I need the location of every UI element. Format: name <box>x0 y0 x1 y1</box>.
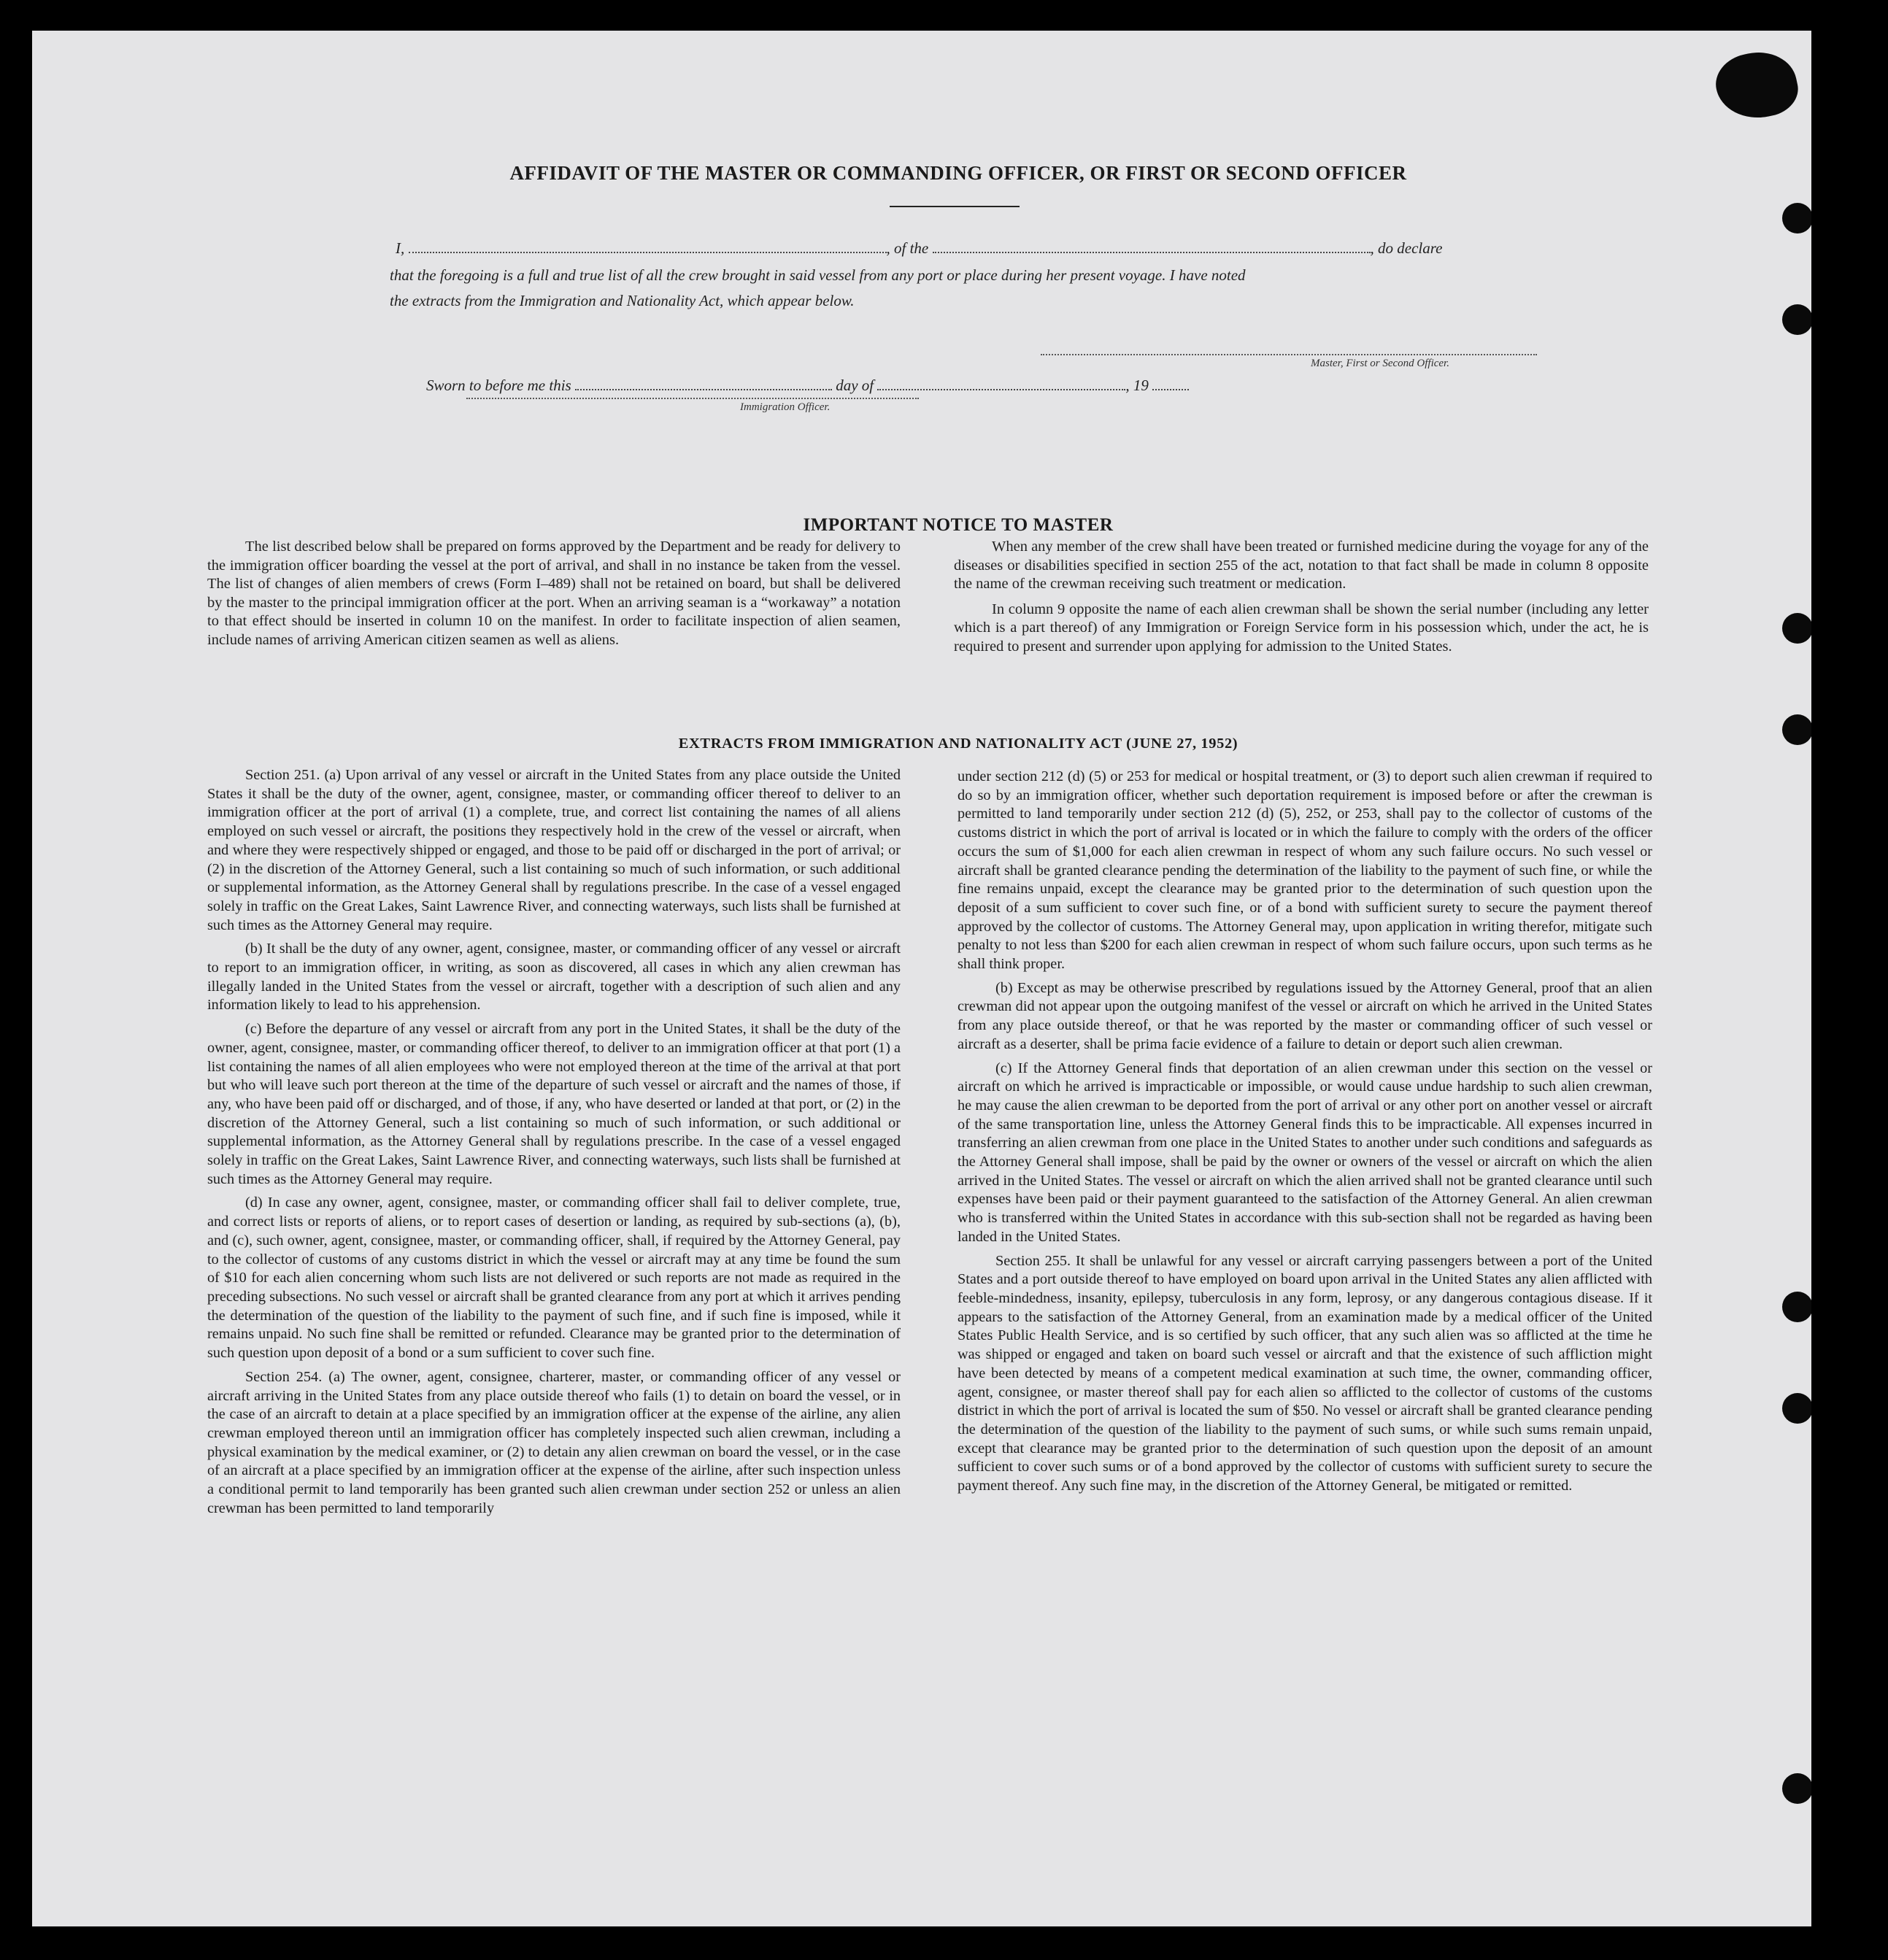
section-251d: (d) In case any owner, agent, consignee, master, or commanding officer shall fail to deliver complete, true, and correct lists or reports of aliens, or to report cases of desertion or landing, as required by sub-sections (a), (b), and (c), such owner, agent, consignee, master, or commanding officer, shall, if required by the Attorney General, pay to the collector of customs of any customs district in which the vessel or aircraft may at any time be found the sum of $10 for each alien concerning whom such lists are not delivered or such reports are not made as required in the preceding subsections. No such vessel or aircraft shall be granted clearance from any port at which it arrives pending the determination of the question of the liability to the payment of such fine, and if such fine is imposed, while it remains unpaid. No such fine shall be remitted or refunded. Clearance may be granted prior to the determination of such question upon deposit of a bond or a sum sufficient to cover such fine. <box>207 1195 901 1362</box>
notice-paragraph: The list described below shall be prepared on forms approved by the Department and be ready for delivery to the immigration officer boarding the vessel at the port of arrival, and shall in no instance be taken from the vessel. The list of changes of alien members of crews (Form I–489) shall not be retained on board, but shall be delivered by the master to the principal immigration officer at the port. When an arriving seaman is a “workaway” a notation to that effect should be inserted in column 10 on the manifest. In order to facilitate inspection of alien seamen, include names of arriving American citizen seamen as well as aliens. <box>207 539 901 648</box>
notice-paragraph: When any member of the crew shall have been treated or furnished medicine during the voyage for any of the diseases or disabilities specified in section 255 of the act, notation to that fact shall be made in column 8 opposite the name of the crewman receiving such treatment or medication. <box>954 539 1649 593</box>
section-251b: (b) It shall be the duty of any owner, agent, consignee, master, or commanding officer of any vessel or aircraft to report to an immigration officer, in writing, as soon as discovered, all cases in which any alien crewman has illegally landed in the United States from the vessel or aircraft, together with a description of such alien and any information likely to lead to his apprehension. <box>207 941 901 1014</box>
section-254c: (c) If the Attorney General finds that deportation of an alien crewman under this section on the vessel or aircraft on which he arrived is impracticable or impossible, or would cause undue hardship to such alien crewman, he may cause the alien crewman to be deported from the port of arrival or any other port on another vessel or aircraft of the same transportation line, unless the Attorney General finds this to be impracticable. All expenses incurred in transferring an alien crewman from one place in the United States to another under such conditions and safeguards as the Attorney General shall impose, shall be paid by the owner or owners of the vessel or aircraft on which the alien arrived in the United States. The vessel or aircraft on which the alien arrived shall not be granted clearance until such expenses have been paid or their payment guaranteed to the satisfaction of the Attorney General. An alien crewman who is transferred within the United States in accordance with this sub-section shall not be regarded as having been landed in the United States. <box>958 1060 1652 1245</box>
torn-corner-mark <box>1711 45 1803 126</box>
do-declare-label: , do declare <box>1370 239 1443 257</box>
title-rule <box>890 206 1020 207</box>
section-254a: Section 254. (a) The owner, agent, consignee, charterer, master, or commanding officer of any vessel or aircraft arriving in the United States from any place outside thereof who fails (1) to detain on board the vessel, or in the case of an aircraft to detain at a place specified by an immigration officer at the expense of the airline, any alien crewman employed thereon until an immigration officer has completely inspected such alien crewman, including a physical examination by the medical examiner, or (2) to detain any alien crewman on board the vessel, or in the case of an aircraft at a place specified by an immigration officer at the expense of the airline, after such inspection unless a conditional permit to land temporarily has been granted such alien crewman under section 252 or unless an alien crewman has been permitted to land temporarily <box>207 1368 901 1516</box>
sworn-day-field[interactable] <box>575 389 832 390</box>
notice-paragraph: In column 9 opposite the name of each alien crewman shall be shown the serial number (including any letter which is a part thereof) of any Immigration or Foreign Service form in his possession which, under the act, he is required to present and surrender upon applying for admission to the United States. <box>954 601 1649 655</box>
i-label: I, <box>396 239 405 257</box>
immigration-officer-signature-line[interactable] <box>466 398 919 399</box>
name-field[interactable] <box>409 252 887 253</box>
section-251c: (c) Before the departure of any vessel or aircraft from any port in the United States, it shall be the duty of the owner, agent, consignee, master, or commanding officer thereof, to deliver to an immigration officer at that port (1) a list containing the names of all alien employees who were not employed thereon at the time of the arrival at that port but who will leave such port thereon at the time of the departure of such vessel or aircraft and the names of those, if any, who have been paid off or discharged, and of those, if any, who have deserted or landed at that port, or (2) in the discretion of the Attorney General, such a list containing so much of such information, or such additional or supplemental information, as the Attorney General shall by regulations prescribe. In the case of a vessel engaged solely in traffic on the Great Lakes, Saint Lawrence River, and connecting waterways, such lists shall be furnished at such times as the Attorney General may require. <box>207 1021 901 1187</box>
immigration-officer-label: Immigration Officer. <box>740 401 831 413</box>
affidavit-statement-line-1: that the foregoing is a full and true list of all the crew brought in said vessel from any port or place during her present voyage. I have noted <box>390 266 1246 284</box>
punch-hole <box>1782 1393 1811 1424</box>
punch-hole <box>1782 1292 1811 1322</box>
affidavit-declaration-line <box>396 235 1534 261</box>
year-prefix: , 19 <box>1125 377 1149 394</box>
punch-hole <box>1782 613 1811 644</box>
section-254a-continued: under section 212 (d) (5) or 253 for medical or hospital treatment, or (3) to deport such alien crewman if required to do so by an immigration officer, whether such deportation requirement is imposed before or after the crewman is permitted to land temporarily under section 212 (d) (5), 252, or 253, shall pay to the collector of customs of the customs district in which the port of arrival is located or in which the failure to comply with the orders of the officer occurs the sum of $1,000 for each alien crewman in respect of whom any such failure occurs. No such vessel or aircraft shall be granted clearance pending the determination of the liability to the payment of such fine, or while the fine remains unpaid, except the clearance may be granted prior to the determination of such question upon the deposit of a sum sufficient to cover such fine, or of a bond with sufficient surety to secure the payment thereof approved by the collector of customs. The Attorney General may, upon application in writing therefor, mitigate such penalty to not less than $200 for each alien crewman in respect of whom such failure occurs, upon such terms as he shall think proper. <box>958 768 1652 973</box>
section-251a: Section 251. (a) Upon arrival of any vessel or aircraft in the United States from any place outside the United States it shall be the duty of the owner, agent, consignee, master, or commanding officer thereof to deliver to an immigration officer at the port of arrival (1) a complete, true, and correct list containing the names of all aliens employed on such vessel or aircraft, the positions they respectively hold in the crew of the vessel or aircraft, when and where they were respectively shipped or engaged, and those to be paid off or discharged in the port of arrival; or (2) in the discretion of the Attorney General, such a list containing so much of such information, or such additional or supplemental information, as the Attorney General shall by regulations prescribe. In the case of a vessel engaged solely in traffic on the Great Lakes, Saint Lawrence River, and connecting waterways, such lists shall be furnished at such times as the Attorney General may require. <box>207 767 901 933</box>
section-255: Section 255. It shall be unlawful for any vessel or aircraft carrying passengers between a port of the United States and a port outside thereof to have employed on board upon arrival in the United States any alien afflicted with feeble-mindedness, insanity, epilepsy, tuberculosis in any form, leprosy, or any dangerous contagious disease. If it appears to the satisfaction of the Attorney General, from an examination made by a medical officer of the United States Public Health Service, and is so certified by such officer, that any such alien was so afflicted at the time he was shipped or engaged and taken on board such vessel or aircraft and that the existence of such affliction might have been detected by means of a competent medical examination at such time, the owner, commanding officer, agent, consignee, or master thereof shall pay for each alien so afflicted to the collector of customs of the customs district in which the port of arrival is located the sum of $50. No vessel or aircraft shall be granted clearance pending the determination of the question of the liability to the payment of such sums, or while such sums remain unpaid, except that clearance may be granted prior to the determination of such question upon the deposit of an amount sufficient to cover such sums or of a bond approved by the collector of customs with sufficient surety to secure the payment thereof. Any such fine may, in the discretion of the Attorney General, be mitigated or remitted. <box>958 1252 1652 1494</box>
notice-left-column <box>207 538 901 650</box>
master-signature-line[interactable] <box>1041 354 1537 355</box>
of-the-label: , of the <box>886 239 929 257</box>
affidavit-title: AFFIDAVIT OF THE MASTER OR COMMANDING OFFICER, OR FIRST OR SECOND OFFICER <box>509 162 1407 184</box>
extracts-title: EXTRACTS FROM IMMIGRATION AND NATIONALITY ACT (JUNE 27, 1952) <box>678 736 1238 752</box>
punch-hole <box>1782 1773 1811 1804</box>
extracts-right-column <box>958 768 1652 1496</box>
sworn-year-field[interactable] <box>1152 389 1189 390</box>
affidavit-statement-line-2: the extracts from the Immigration and Nationality Act, which appear below. <box>390 292 855 309</box>
sworn-line <box>426 372 1521 398</box>
notice-right-column <box>954 538 1649 657</box>
day-of-label: day of <box>836 377 874 394</box>
master-signature-label: Master, First or Second Officer. <box>1311 358 1449 369</box>
document-page <box>32 31 1811 1926</box>
extracts-left-column <box>207 766 901 1518</box>
punch-hole <box>1782 203 1811 234</box>
vessel-field[interactable] <box>933 252 1371 253</box>
sworn-month-field[interactable] <box>877 389 1125 390</box>
section-254b: (b) Except as may be otherwise prescribed by regulations issued by the Attorney General, proof that an alien crewman did not appear upon the outgoing manifest of the vessel or aircraft on which he arrived in the United States from any place outside thereof, or that he was reported by the master or commanding officer of such vessel or aircraft as a deserter, shall be prima facie evidence of a failure to detain or deport such alien crewman. <box>958 979 1652 1052</box>
notice-title: IMPORTANT NOTICE TO MASTER <box>803 515 1114 535</box>
punch-hole <box>1782 304 1811 335</box>
sworn-label: Sworn to before me this <box>426 377 571 394</box>
